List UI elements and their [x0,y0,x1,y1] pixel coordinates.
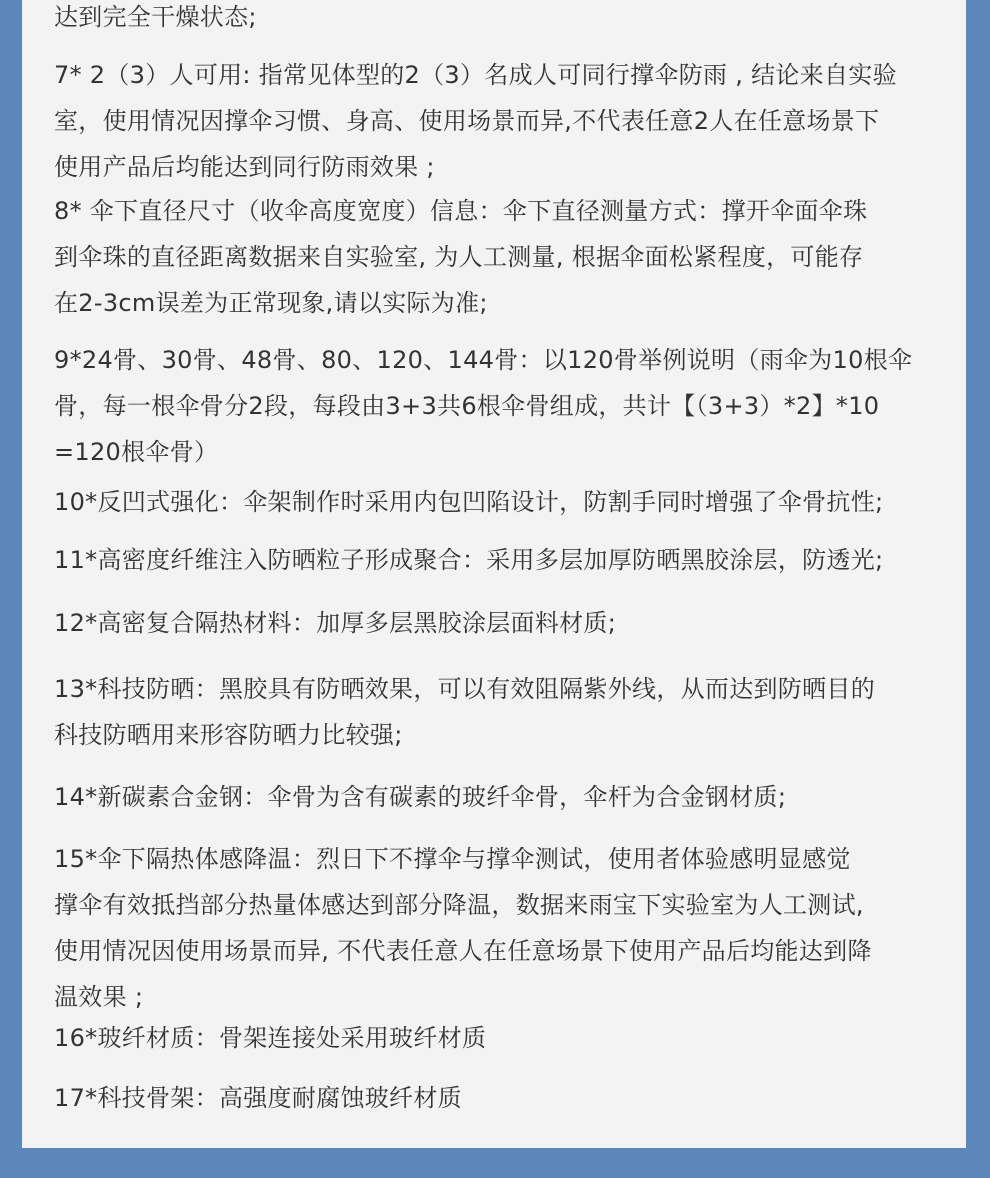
note-11-fiber [54,537,966,583]
note-7-capacity [54,52,966,190]
note-line: 室，使用情况因撑伞习惯、身高、使用场景而异,不代表任意2人在任意场景下 [54,107,880,135]
note-line: 13*科技防晒：黑胶具有防晒效果，可以有效阻隔紫外线，从而达到防晒目的 [54,675,876,703]
note-line: 到伞珠的直径距离数据来自实验室, 为人工测量, 根据伞面松紧程度，可能存 [54,243,864,271]
note-14-carbon-steel [54,774,966,820]
note-9-ribs [54,337,966,475]
note-15-cooling [54,836,966,1020]
note-line: 撑伞有效抵挡部分热量体感达到部分降温，数据来雨宝下实验室为人工测试, [54,891,864,919]
note-line: 温效果 ; [54,983,144,1011]
note-line: 使用产品后均能达到同行防雨效果 ; [54,153,435,181]
note-line: 骨，每一根伞骨分2段，每段由3+3共6根伞骨组成，共计【（3+3）*2】*10 [54,392,880,420]
note-line: 10*反凹式强化：伞架制作时采用内包凹陷设计，防割手同时增强了伞骨抗性; [54,488,884,516]
notes-card [22,0,966,1148]
note-17-frame [54,1075,966,1121]
note-line: 7* 2（3）人可用: 指常见体型的2（3）名成人可同行撑伞防雨 , 结论来自实验 [54,61,897,89]
note-8-diameter [54,188,966,326]
note-line: 使用情况因使用场景而异, 不代表任意人在任意场景下使用产品后均能达到降 [54,937,872,965]
note-13-sun-protection [54,666,966,758]
note-line: 14*新碳素合金钢：伞骨为含有碳素的玻纤伞骨，伞杆为合金钢材质; [54,783,787,811]
note-16-fiberglass [54,1015,966,1061]
note-line: 达到完全干燥状态; [54,3,257,31]
note-line: 11*高密度纤维注入防晒粒子形成聚合：采用多层加厚防晒黑胶涂层，防透光; [54,546,884,574]
note-10-reinforcement [54,479,966,525]
note-line: 12*高密复合隔热材料：加厚多层黑胶涂层面料材质; [54,609,617,637]
note-drying [54,0,966,40]
note-line: 科技防晒用来形容防晒力比较强; [54,721,403,749]
note-line: 8* 伞下直径尺寸（收伞高度宽度）信息：伞下直径测量方式：撑开伞面伞珠 [54,197,868,225]
note-line: 15*伞下隔热体感降温：烈日下不撑伞与撑伞测试，使用者体验感明显感觉 [54,845,851,873]
note-12-insulation [54,600,966,646]
note-line: =120根伞骨） [54,438,219,466]
note-line: 在2-3cm误差为正常现象,请以实际为准; [54,289,488,317]
note-line: 9*24骨、30骨、48骨、80、120、144骨：以120骨举例说明（雨伞为10根伞 [54,346,913,374]
note-line: 17*科技骨架：高强度耐腐蚀玻纤材质 [54,1084,462,1112]
note-line: 16*玻纤材质：骨架连接处采用玻纤材质 [54,1024,487,1052]
